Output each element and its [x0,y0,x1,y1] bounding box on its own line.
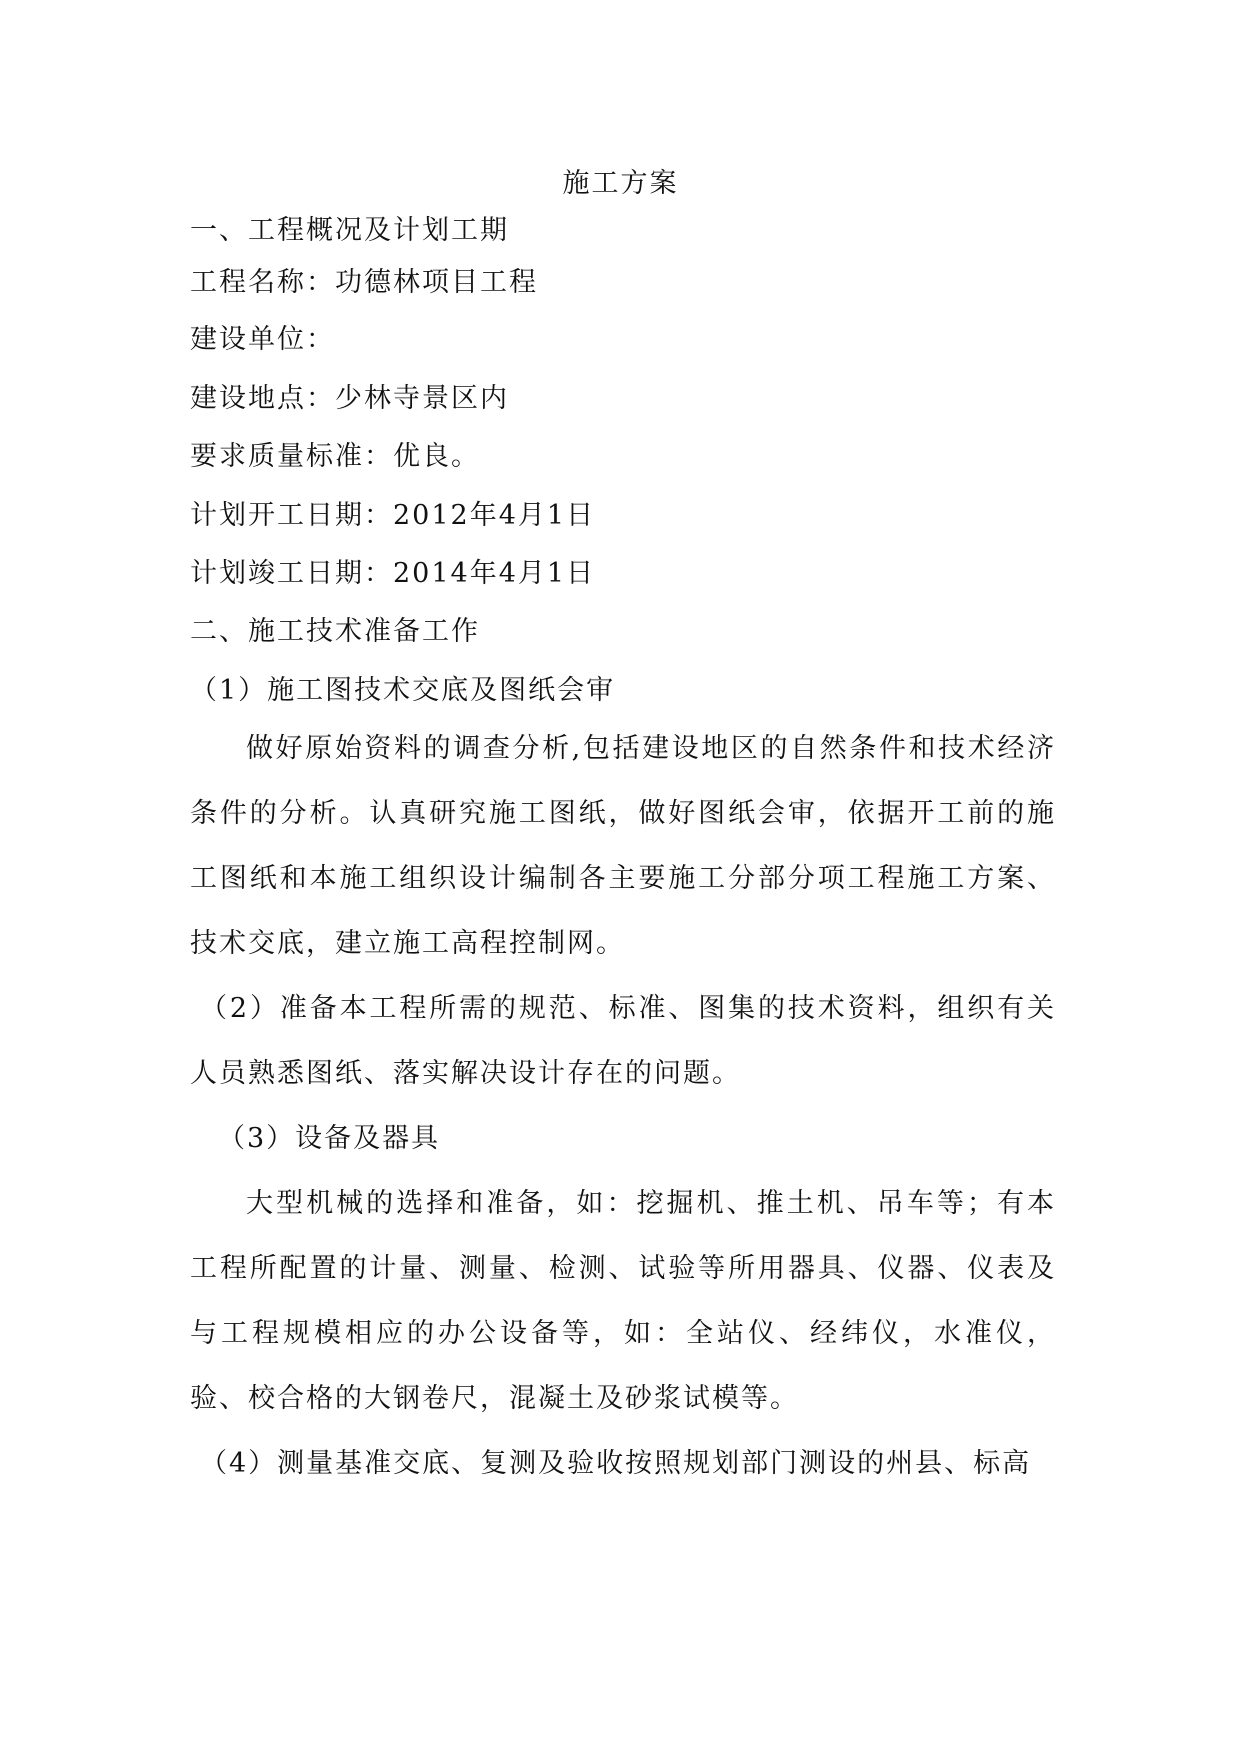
document-title: 施工方案 [562,168,679,199]
location-line: 建设地点：少林寺景区内 [190,383,509,414]
paragraph-equipment: 大型机械的选择和准备，如：挖掘机、推土机、吊车等；有本工程所配置的计量、测量、检测、试验等所用器具、仪器、仪表及与工程规模相应的办公设备等，如：全站仪、经纬仪，水准仪，验、校合格的大钢卷尺，混凝土及砂浆试模等。 [190,1188,1056,1414]
paragraph-survey-baseline: （4）测量基准交底、复测及验收按照规划部门测设的州县、标高 [200,1448,1032,1479]
project-name-line: 工程名称：功德林项目工程 [190,267,538,298]
section-heading-2: 二、施工技术准备工作 [190,616,480,647]
paragraph-technical-materials: （2）准备本工程所需的规范、标准、图集的技术资料，组织有关人员熟悉图纸、落实解决设计存在的问题。 [190,993,1056,1089]
completion-date-line: 计划竣工日期：2014年4月1日 [190,558,596,589]
subsection-heading-1: （1）施工图技术交底及图纸会审 [190,675,616,706]
paragraph-drawing-review: 做好原始资料的调查分析,包括建设地区的自然条件和技术经济条件的分析。认真研究施工图纸，做好图纸会审，依据开工前的施工图纸和本施工组织设计编制各主要施工分部分项工程施工方案、技术交底，建立施工高程控制网。 [190,733,1056,959]
client-line: 建设单位： [190,324,335,355]
subsection-heading-3: （3）设备及器具 [218,1123,441,1154]
quality-standard-line: 要求质量标准：优良。 [190,441,480,472]
section-heading-1: 一、工程概况及计划工期 [190,215,509,246]
start-date-line: 计划开工日期：2012年4月1日 [190,500,596,531]
